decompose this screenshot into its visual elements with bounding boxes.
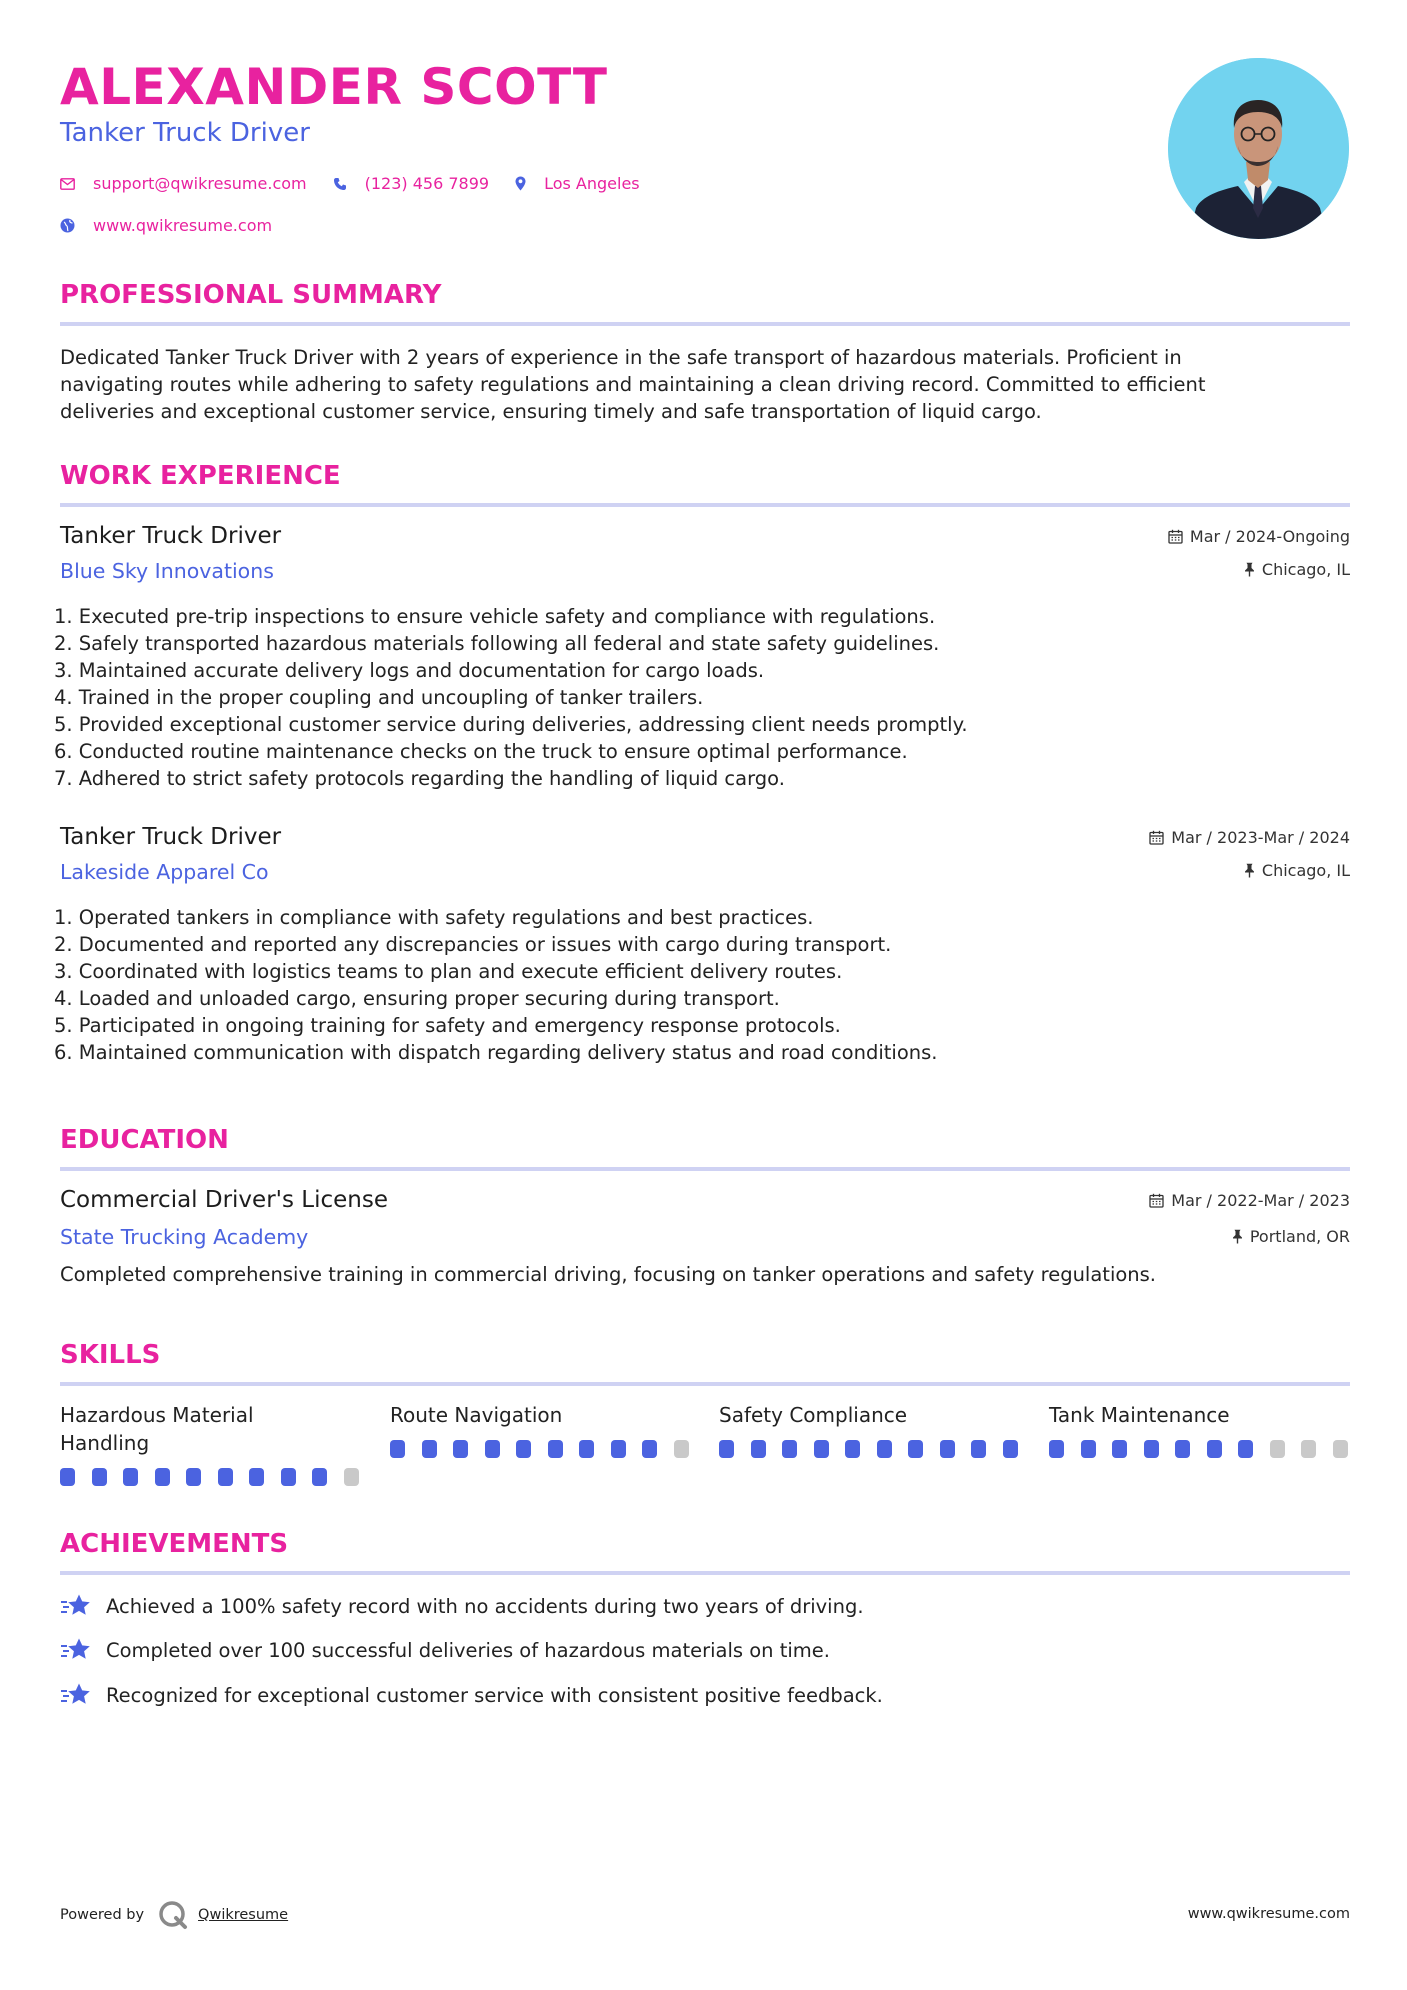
contact-phone[interactable] (333, 174, 489, 193)
achievement-text: Achieved a 100% safety record with no accidents during two years of driving. (106, 1594, 864, 1618)
job-2-bullets (54, 904, 1350, 1066)
skill-item (60, 1401, 360, 1457)
summary-line: navigating routes while adhering to safety regulations and maintaining a clean driving record. Committed to efficient (60, 373, 1206, 396)
achievement-text: Recognized for exceptional customer service with consistent positive feedback. (106, 1683, 883, 1707)
education-location (1232, 1227, 1350, 1246)
contact-website[interactable] (60, 216, 272, 235)
contact-location (515, 174, 640, 193)
rating-dot-filled (548, 1440, 563, 1458)
list-item: 6. Maintained communication with dispatch regarding delivery status and road conditions. (54, 1041, 938, 1064)
achievements-heading: ACHIEVEMENTS (60, 1529, 289, 1559)
list-item: 6. Conducted routine maintenance checks on the truck to ensure optimal performance. (54, 740, 908, 763)
skill-rating (1049, 1440, 1364, 1458)
contact-email[interactable] (60, 174, 307, 193)
mail-icon (60, 178, 75, 190)
rating-dot-filled (92, 1468, 107, 1486)
list-item: 7. Adhered to strict safety protocols regarding the handling of liquid cargo. (54, 767, 785, 790)
star-icon (60, 1593, 92, 1619)
achievements-divider (60, 1571, 1350, 1575)
list-item: 5. Participated in ongoing training for safety and emergency response protocols. (54, 1014, 841, 1037)
job-date (1168, 527, 1350, 546)
list-item: 2. Safely transported hazardous materials following all federal and state safety guidelines. (54, 632, 940, 655)
rating-dot-filled (782, 1440, 797, 1458)
job-company: Blue Sky Innovations (60, 559, 274, 583)
skills-heading: SKILLS (60, 1340, 161, 1370)
rating-dot-empty (344, 1468, 359, 1486)
achievement-text: Completed over 100 successful deliveries of hazardous materials on time. (106, 1638, 830, 1662)
footer-brand-link[interactable]: Qwikresume (198, 1907, 289, 1923)
rating-dot-filled (940, 1440, 955, 1458)
skill-item (390, 1401, 690, 1429)
list-item: 4. Loaded and unloaded cargo, ensuring proper securing during transport. (54, 987, 780, 1010)
pushpin-icon (1232, 1229, 1243, 1244)
education-school: State Trucking Academy (60, 1225, 309, 1249)
list-item: 3. Coordinated with logistics teams to plan and execute efficient delivery routes. (54, 960, 843, 983)
footer-powered-by (60, 1900, 288, 1930)
job-role: Tanker Truck Driver (60, 523, 282, 549)
summary-line: Dedicated Tanker Truck Driver with 2 years of experience in the safe transport of hazardous materials. Proficient in (60, 346, 1182, 369)
skill-rating (390, 1440, 705, 1458)
rating-dot-empty (1270, 1440, 1285, 1458)
education-location-text: Portland, OR (1249, 1227, 1350, 1246)
skill-name-cont: Handling (60, 1431, 150, 1455)
education-heading: EDUCATION (60, 1125, 229, 1155)
pushpin-icon (1244, 562, 1255, 577)
rating-dot-filled (971, 1440, 986, 1458)
job-date-text: Mar / 2024-Ongoing (1189, 527, 1350, 546)
rating-dot-filled (1144, 1440, 1159, 1458)
education-divider (60, 1167, 1350, 1171)
list-item: 4. Trained in the proper coupling and uncoupling of tanker trailers. (54, 686, 704, 709)
job-location-text: Chicago, IL (1261, 861, 1350, 880)
achievement-item (60, 1593, 864, 1619)
skill-rating (60, 1468, 375, 1486)
skill-rating (719, 1440, 1034, 1458)
summary-text (60, 344, 1350, 425)
rating-dot-filled (579, 1440, 594, 1458)
education-date (1149, 1191, 1350, 1210)
rating-dot-filled (60, 1468, 75, 1486)
rating-dot-filled (281, 1468, 296, 1486)
rating-dot-empty (1333, 1440, 1348, 1458)
education-date-text: Mar / 2022-Mar / 2023 (1171, 1191, 1350, 1210)
rating-dot-filled (814, 1440, 829, 1458)
rating-dot-filled (1112, 1440, 1127, 1458)
star-icon (60, 1637, 92, 1663)
powered-by-label: Powered by (60, 1907, 145, 1923)
rating-dot-filled (1207, 1440, 1222, 1458)
qwikresume-logo-icon (158, 1900, 188, 1930)
rating-dot-filled (1238, 1440, 1253, 1458)
star-icon (60, 1682, 92, 1708)
rating-dot-filled (908, 1440, 923, 1458)
rating-dot-filled (155, 1468, 170, 1486)
list-item: 3. Maintained accurate delivery logs and documentation for cargo loads. (54, 659, 765, 682)
rating-dot-filled (719, 1440, 734, 1458)
email-text: support@qwikresume.com (93, 174, 307, 193)
job-date (1149, 828, 1350, 847)
person-portrait-icon (1168, 58, 1349, 239)
job-company: Lakeside Apparel Co (60, 860, 269, 884)
website-row (60, 216, 298, 235)
summary-heading: PROFESSIONAL SUMMARY (60, 280, 442, 310)
globe-icon (60, 218, 75, 233)
rating-dot-empty (1301, 1440, 1316, 1458)
pushpin-icon (1244, 863, 1255, 878)
rating-dot-filled (249, 1468, 264, 1486)
candidate-name: ALEXANDER SCOTT (60, 58, 608, 116)
education-degree: Commercial Driver's License (60, 1187, 388, 1213)
rating-dot-filled (611, 1440, 626, 1458)
candidate-title: Tanker Truck Driver (60, 118, 310, 148)
list-item: 5. Provided exceptional customer service during deliveries, addressing client needs promptly. (54, 713, 968, 736)
rating-dot-filled (123, 1468, 138, 1486)
skill-name: Route Navigation (390, 1403, 563, 1427)
contact-row (60, 174, 666, 193)
summary-line: deliveries and exceptional customer service, ensuring timely and safe transportation of liquid cargo. (60, 400, 1042, 423)
rating-dot-filled (312, 1468, 327, 1486)
job-location-text: Chicago, IL (1261, 560, 1350, 579)
calendar-icon (1168, 529, 1183, 544)
footer-url[interactable]: www.qwikresume.com (1187, 1906, 1350, 1922)
rating-dot-filled (390, 1440, 405, 1458)
rating-dot-filled (751, 1440, 766, 1458)
map-pin-icon (515, 176, 526, 191)
job-location (1244, 560, 1350, 579)
job-date-text: Mar / 2023-Mar / 2024 (1171, 828, 1350, 847)
rating-dot-filled (485, 1440, 500, 1458)
location-text: Los Angeles (544, 174, 640, 193)
education-description: Completed comprehensive training in commercial driving, focusing on tanker operations and safety regulations. (60, 1263, 1157, 1286)
skill-name: Tank Maintenance (1049, 1403, 1230, 1427)
rating-dot-empty (674, 1440, 689, 1458)
skill-item (1049, 1401, 1349, 1429)
rating-dot-filled (845, 1440, 860, 1458)
skill-item (719, 1401, 1019, 1429)
skill-name: Safety Compliance (719, 1403, 908, 1427)
list-item: 1. Operated tankers in compliance with safety regulations and best practices. (54, 906, 814, 929)
rating-dot-filled (642, 1440, 657, 1458)
calendar-icon (1149, 1193, 1164, 1208)
rating-dot-filled (1049, 1440, 1064, 1458)
summary-divider (60, 322, 1350, 326)
rating-dot-filled (877, 1440, 892, 1458)
profile-photo (1168, 58, 1349, 239)
skill-name: Hazardous Material (60, 1403, 254, 1427)
achievement-item (60, 1637, 830, 1663)
website-text: www.qwikresume.com (93, 216, 273, 235)
rating-dot-filled (1003, 1440, 1018, 1458)
experience-divider (60, 503, 1350, 507)
skills-divider (60, 1382, 1350, 1386)
phone-text: (123) 456 7899 (364, 174, 490, 193)
experience-heading: WORK EXPERIENCE (60, 461, 341, 491)
list-item: 2. Documented and reported any discrepancies or issues with cargo during transport. (54, 933, 892, 956)
job-location (1244, 861, 1350, 880)
rating-dot-filled (218, 1468, 233, 1486)
rating-dot-filled (422, 1440, 437, 1458)
phone-icon (333, 177, 347, 191)
rating-dot-filled (1081, 1440, 1096, 1458)
rating-dot-filled (186, 1468, 201, 1486)
rating-dot-filled (516, 1440, 531, 1458)
rating-dot-filled (453, 1440, 468, 1458)
job-role: Tanker Truck Driver (60, 824, 282, 850)
rating-dot-filled (1175, 1440, 1190, 1458)
list-item: 1. Executed pre-trip inspections to ensure vehicle safety and compliance with regulations. (54, 605, 936, 628)
achievement-item (60, 1682, 883, 1708)
calendar-icon (1149, 830, 1164, 845)
job-1-bullets (54, 603, 1350, 792)
